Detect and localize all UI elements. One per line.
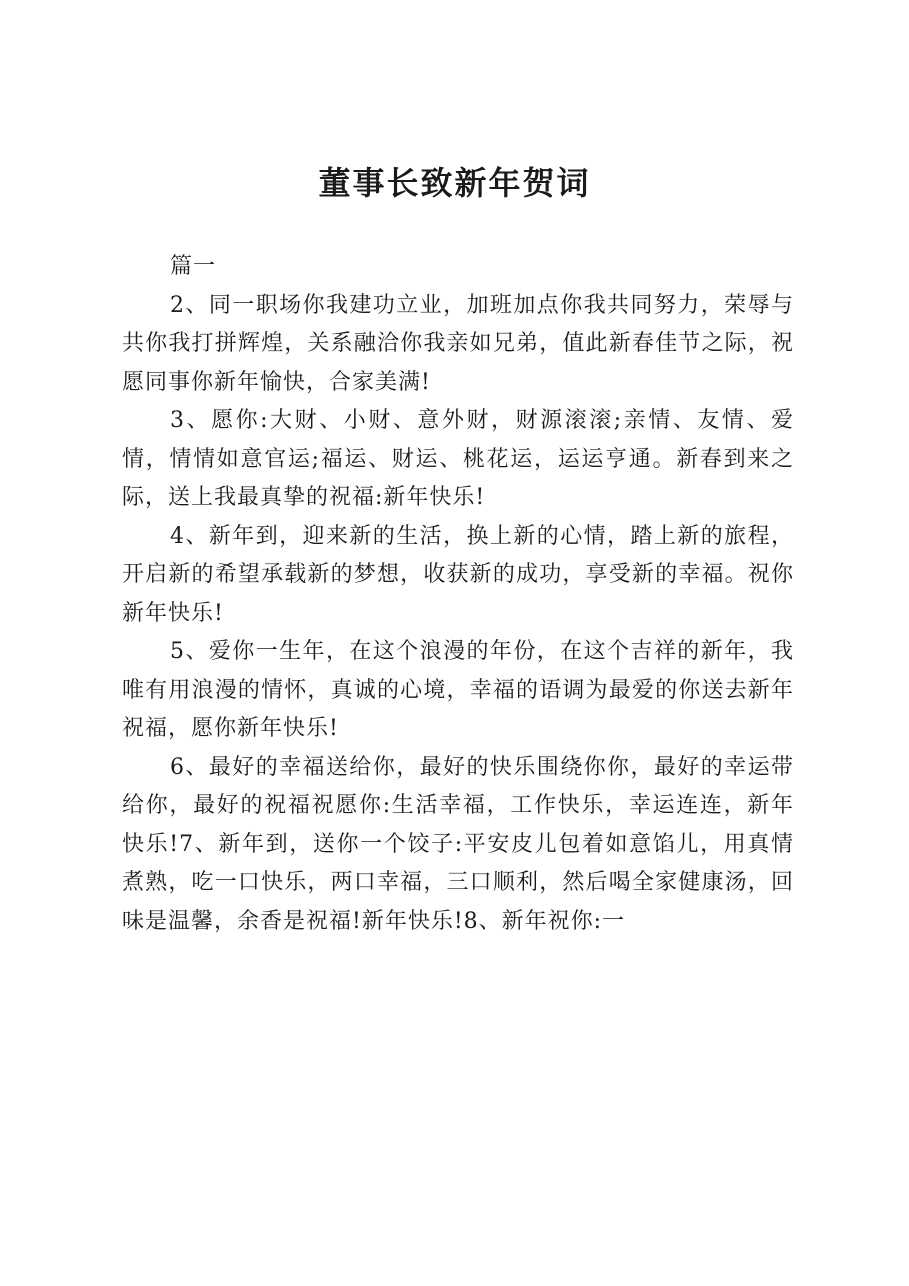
paragraph-greeting-2: 2、同一职场你我建功立业，加班加点你我共同努力，荣辱与共你我打拼辉煌，关系融洽你我亲如兄弟，值此新春佳节之际，祝愿同事你新年愉快，合家美满!	[122, 292, 794, 395]
paragraph-greeting-6: 6、最好的幸福送给你，最好的快乐围绕你你，最好的幸运带给你，最好的祝福祝愿你:生活幸福，工作快乐，幸运连连，新年快乐!7、新年到，送你一个饺子:平安皮儿包着如意馅儿，用真情煮熟，吃一口快乐，两口幸福，三口顺利，然后喝全家健康汤，回味是温馨，余香是祝福!新年快乐!8、新年祝你:一	[122, 754, 794, 934]
document-title: 董事长致新年贺词	[318, 164, 591, 202]
paragraph-section-heading: 篇一	[170, 254, 217, 279]
paragraph-greeting-4: 4、新年到，迎来新的生活，换上新的心情，踏上新的旅程，开启新的希望承载新的梦想，收获新的成功，享受新的幸福。祝你新年快乐!	[122, 523, 794, 626]
paragraph-greeting-5: 5、爱你一生年，在这个浪漫的年份，在这个吉祥的新年，我唯有用浪漫的情怀，真诚的心境，幸福的语调为最爱的你送去新年祝福，愿你新年快乐!	[122, 639, 794, 741]
document-body	[122, 248, 794, 941]
paragraph-greeting-3: 3、愿你:大财、小财、意外财，财源滚滚;亲情、友情、爱情，情情如意官运;福运、财运、桃花运，运运亨通。新春到来之际，送上我最真挚的祝福:新年快乐!	[122, 408, 794, 510]
